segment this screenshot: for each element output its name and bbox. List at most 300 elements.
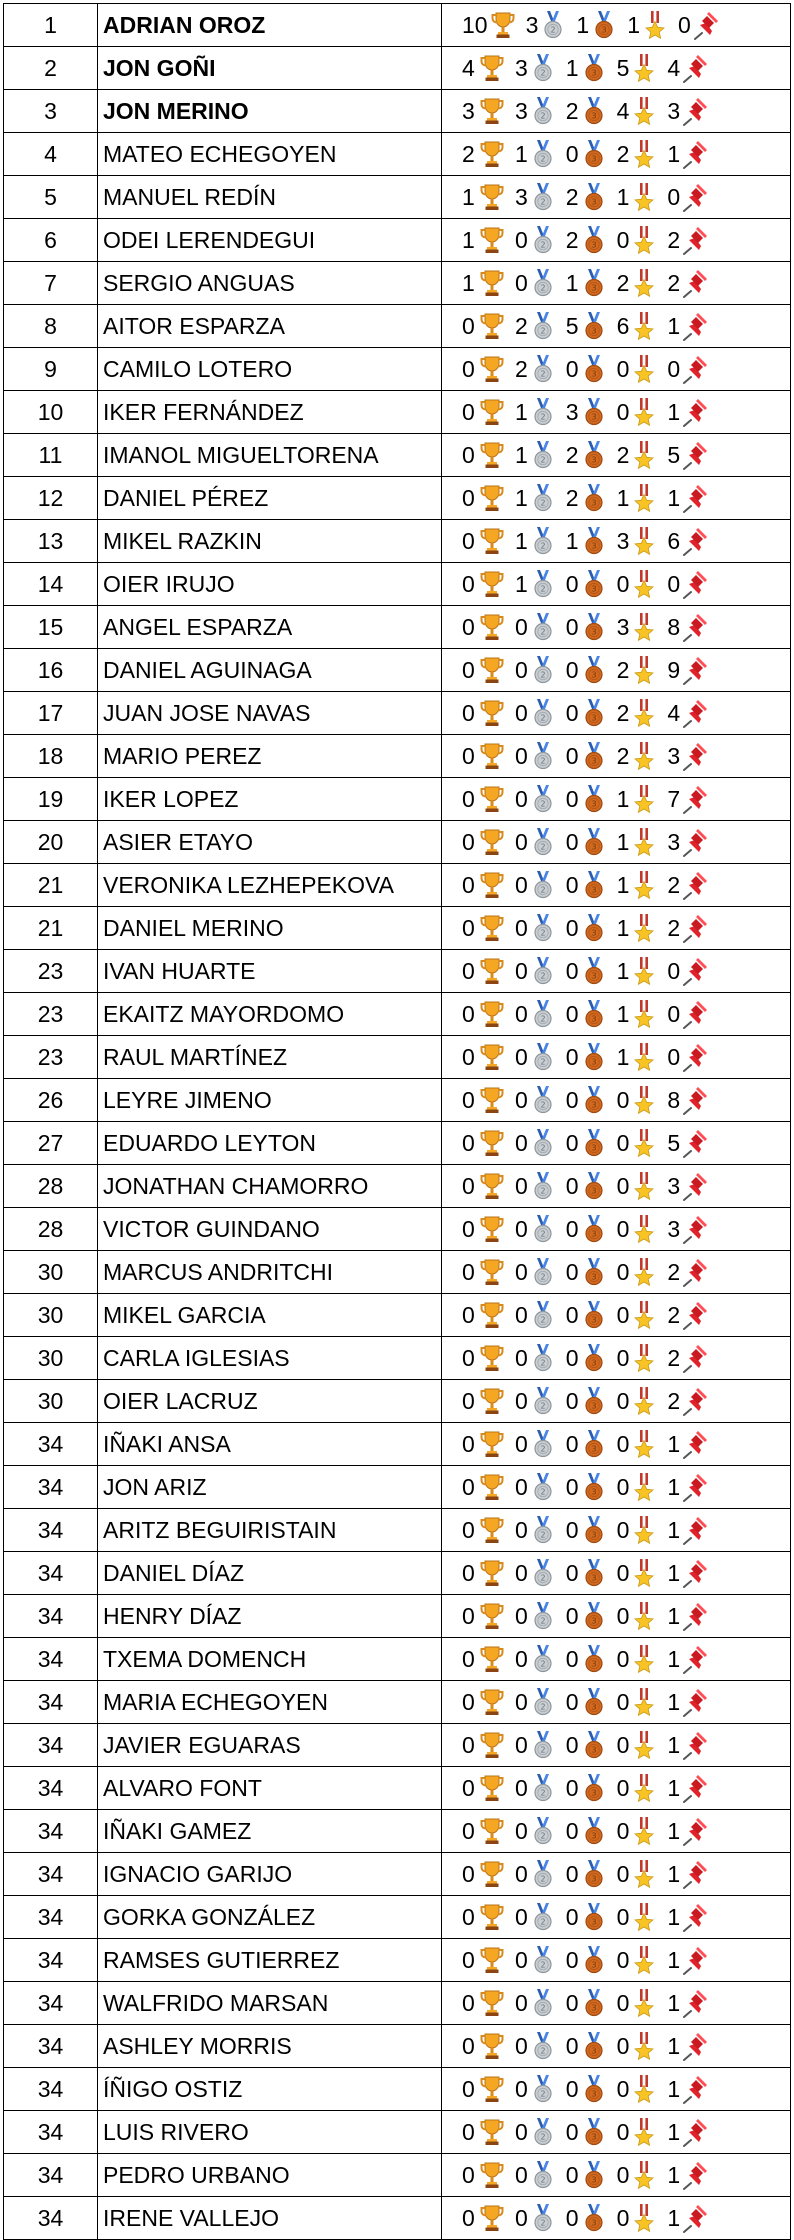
military-medal-icon: [641, 10, 669, 40]
svg-text:3: 3: [591, 1616, 597, 1626]
bronze-medal-count: [566, 698, 608, 728]
medals-cell: [442, 735, 791, 778]
silver-medal-count-value: 0: [515, 1731, 528, 1758]
trophy-icon: [478, 1085, 506, 1115]
svg-text:3: 3: [591, 154, 597, 164]
silver-medal-icon: [529, 870, 557, 900]
silver-medal-count: [515, 1601, 557, 1631]
bronze-medal-count-value: 0: [565, 699, 579, 726]
rank-cell: 28: [4, 1208, 98, 1251]
svg-text:2: 2: [540, 885, 546, 895]
medals-cell: [442, 47, 791, 90]
rank-cell: 27: [4, 1122, 98, 1165]
military-medal-count-value: 2: [616, 140, 630, 167]
silver-medal-count-value: 0: [515, 1860, 528, 1887]
svg-text:3: 3: [591, 670, 597, 680]
pushpin-count: [667, 1429, 709, 1459]
pushpin-count-value: 9: [667, 656, 681, 683]
svg-text:2: 2: [540, 111, 546, 121]
bronze-medal-count-value: 5: [565, 312, 579, 339]
bronze-medal-count-value: 0: [565, 742, 579, 769]
trophy-icon: [478, 827, 506, 857]
table-row: [4, 176, 791, 219]
bronze-medal-count-value: 0: [565, 1387, 579, 1414]
svg-text:2: 2: [550, 25, 556, 35]
military-medal-count: [617, 655, 659, 685]
silver-medal-count-value: 0: [515, 1258, 528, 1285]
svg-text:3: 3: [591, 455, 597, 465]
military-medal-count-value: 0: [616, 1688, 630, 1715]
silver-medal-icon: [529, 913, 557, 943]
table-row: [4, 950, 791, 993]
svg-text:3: 3: [591, 197, 597, 207]
silver-medal-icon: [529, 1128, 557, 1158]
rank-cell: 30: [4, 1380, 98, 1423]
pushpin-count: [667, 1472, 709, 1502]
pushpin-count-value: 0: [667, 1043, 681, 1070]
trophy-count: [462, 1300, 506, 1330]
military-medal-count-value: 0: [616, 1602, 630, 1629]
bronze-medal-count: [566, 956, 608, 986]
pushpin-count: [667, 1214, 709, 1244]
trophy-count-value: 4: [462, 54, 475, 81]
silver-medal-count-value: 0: [515, 828, 528, 855]
military-medal-count-value: 1: [616, 484, 630, 511]
player-name-cell: JUAN JOSE NAVAS: [98, 692, 442, 735]
silver-medal-icon: [529, 741, 557, 771]
trophy-count-value: 0: [462, 1473, 475, 1500]
player-name-cell: MIKEL GARCIA: [98, 1294, 442, 1337]
silver-medal-count-value: 0: [515, 914, 528, 941]
military-medal-count: [617, 1945, 659, 1975]
pushpin-count-value: 0: [667, 570, 681, 597]
medals-cell: [442, 1208, 791, 1251]
bronze-medal-count-value: 0: [565, 1516, 579, 1543]
medals-cell: [442, 2068, 791, 2111]
silver-medal-count: [515, 1042, 557, 1072]
military-medal-count-value: 0: [616, 1258, 630, 1285]
silver-medal-count-value: 3: [525, 11, 539, 38]
rank-cell: 34: [4, 1939, 98, 1982]
trophy-count: [462, 1257, 506, 1287]
pushpin-icon: [681, 569, 709, 599]
trophy-icon: [478, 1214, 506, 1244]
pushpin-icon: [681, 440, 709, 470]
player-name-cell: MANUEL REDÍN: [98, 176, 442, 219]
bronze-medal-count: [566, 1042, 608, 1072]
military-medal-count: [617, 526, 659, 556]
medals-cell: [442, 1595, 791, 1638]
trophy-count-value: 1: [462, 226, 475, 253]
pushpin-icon: [681, 1687, 709, 1717]
military-medal-count: [617, 741, 659, 771]
silver-medal-count-value: 0: [515, 742, 528, 769]
trophy-count-value: 0: [462, 2204, 475, 2231]
bronze-medal-count-value: 1: [565, 269, 579, 296]
pushpin-count: [667, 999, 709, 1029]
trophy-count-value: 0: [462, 312, 475, 339]
pushpin-count-value: 2: [667, 226, 681, 253]
trophy-count: [462, 1730, 506, 1760]
medals-cell: [442, 1853, 791, 1896]
trophy-icon: [478, 1042, 506, 1072]
svg-text:2: 2: [540, 1272, 546, 1282]
military-medal-count-value: 3: [616, 613, 630, 640]
player-name-cell: IVAN HUARTE: [98, 950, 442, 993]
rank-cell: 34: [4, 1552, 98, 1595]
military-medal-count-value: 1: [627, 11, 640, 38]
military-medal-icon: [630, 1687, 658, 1717]
trophy-count-value: 0: [462, 914, 475, 941]
pushpin-icon: [681, 1601, 709, 1631]
pushpin-count-value: 3: [667, 742, 681, 769]
pushpin-icon: [681, 268, 709, 298]
pushpin-icon: [681, 1214, 709, 1244]
trophy-icon: [478, 1859, 506, 1889]
military-medal-count: [617, 1300, 659, 1330]
military-medal-icon: [630, 1300, 658, 1330]
military-medal-icon: [630, 2117, 658, 2147]
trophy-icon: [478, 1472, 506, 1502]
player-name-cell: OIER IRUJO: [98, 563, 442, 606]
trophy-icon: [478, 1515, 506, 1545]
bronze-medal-count: [566, 268, 608, 298]
silver-medal-icon: [529, 483, 557, 513]
pushpin-count: [667, 1085, 709, 1115]
silver-medal-count-value: 0: [515, 1215, 528, 1242]
medals-cell: [442, 2025, 791, 2068]
rank-cell: 34: [4, 2154, 98, 2197]
trophy-count: [462, 1644, 506, 1674]
player-name-cell: MIKEL RAZKIN: [98, 520, 442, 563]
pushpin-count: [667, 1988, 709, 2018]
silver-medal-icon: [529, 1558, 557, 1588]
svg-text:3: 3: [591, 2046, 597, 2056]
player-name-cell: OIER LACRUZ: [98, 1380, 442, 1423]
table-row: [4, 2025, 791, 2068]
military-medal-count: [617, 1472, 659, 1502]
trophy-icon: [478, 870, 506, 900]
military-medal-icon: [630, 225, 658, 255]
pushpin-icon: [681, 2031, 709, 2061]
bronze-medal-count: [566, 1128, 608, 1158]
military-medal-count: [617, 483, 659, 513]
bronze-medal-count: [566, 1171, 608, 1201]
silver-medal-count: [515, 354, 557, 384]
rank-cell: 34: [4, 2197, 98, 2240]
trophy-count: [462, 827, 506, 857]
silver-medal-icon: [529, 655, 557, 685]
silver-medal-count: [515, 1171, 557, 1201]
trophy-icon: [478, 1558, 506, 1588]
pushpin-count-value: 1: [667, 398, 681, 425]
silver-medal-count: [515, 1472, 557, 1502]
trophy-count-value: 1: [462, 269, 475, 296]
table-row: [4, 1380, 791, 1423]
pushpin-icon: [681, 1429, 709, 1459]
svg-text:3: 3: [591, 1186, 597, 1196]
svg-text:3: 3: [591, 68, 597, 78]
pushpin-count: [667, 440, 709, 470]
military-medal-icon: [630, 913, 658, 943]
svg-text:3: 3: [591, 799, 597, 809]
rank-cell: 34: [4, 1681, 98, 1724]
table-row: [4, 520, 791, 563]
player-name-cell: CAMILO LOTERO: [98, 348, 442, 391]
silver-medal-count: [515, 1558, 557, 1588]
silver-medal-count: [515, 612, 557, 642]
bronze-medal-count: [566, 1730, 608, 1760]
svg-text:2: 2: [540, 1788, 546, 1798]
bronze-medal-icon: [580, 96, 608, 126]
bronze-medal-count: [566, 2160, 608, 2190]
silver-medal-count-value: 0: [515, 1774, 528, 1801]
silver-medal-icon: [529, 1859, 557, 1889]
pushpin-icon: [681, 698, 709, 728]
trophy-icon: [478, 182, 506, 212]
pushpin-count: [667, 53, 709, 83]
silver-medal-count-value: 0: [515, 1344, 528, 1371]
bronze-medal-count-value: 2: [565, 183, 579, 210]
military-medal-count: [617, 1859, 659, 1889]
military-medal-icon: [630, 1128, 658, 1158]
silver-medal-count-value: 3: [515, 97, 528, 124]
bronze-medal-icon: [580, 1859, 608, 1889]
svg-text:2: 2: [540, 842, 546, 852]
military-medal-count-value: 3: [616, 527, 630, 554]
medals-cell: [442, 993, 791, 1036]
trophy-icon: [478, 354, 506, 384]
silver-medal-count-value: 1: [515, 441, 528, 468]
bronze-medal-count-value: 0: [565, 828, 579, 855]
pushpin-icon: [681, 1730, 709, 1760]
trophy-count: [462, 2074, 506, 2104]
rank-cell: 21: [4, 907, 98, 950]
military-medal-icon: [630, 999, 658, 1029]
table-row: [4, 1337, 791, 1380]
table-row: [4, 90, 791, 133]
trophy-count: [462, 53, 506, 83]
silver-medal-icon: [529, 1257, 557, 1287]
military-medal-count-value: 0: [616, 2032, 630, 2059]
medals-cell: [442, 4, 791, 47]
trophy-count: [462, 1773, 506, 1803]
military-medal-count-value: 1: [616, 1043, 630, 1070]
player-name-cell: RAMSES GUTIERREZ: [98, 1939, 442, 1982]
bronze-medal-count: [566, 440, 608, 470]
svg-text:3: 3: [591, 1788, 597, 1798]
silver-medal-count-value: 0: [515, 1387, 528, 1414]
silver-medal-count: [515, 2117, 557, 2147]
trophy-count-value: 10: [462, 11, 488, 38]
trophy-icon: [478, 397, 506, 427]
medals-cell: [442, 606, 791, 649]
bronze-medal-count: [566, 139, 608, 169]
military-medal-icon: [630, 2160, 658, 2190]
pushpin-count: [667, 139, 709, 169]
military-medal-count-value: 2: [616, 656, 630, 683]
trophy-count-value: 0: [462, 2118, 475, 2145]
military-medal-count-value: 1: [616, 828, 630, 855]
trophy-count: [462, 2117, 506, 2147]
medals-cell: [442, 90, 791, 133]
bronze-medal-count: [566, 741, 608, 771]
silver-medal-icon: [529, 1988, 557, 2018]
bronze-medal-count: [566, 1085, 608, 1115]
silver-medal-count: [515, 526, 557, 556]
pushpin-count: [667, 1902, 709, 1932]
svg-text:3: 3: [591, 1917, 597, 1927]
table-row: [4, 1638, 791, 1681]
silver-medal-count: [515, 1214, 557, 1244]
svg-text:3: 3: [591, 1272, 597, 1282]
bronze-medal-count: [566, 1386, 608, 1416]
svg-text:2: 2: [540, 1186, 546, 1196]
bronze-medal-count-value: 0: [565, 1000, 579, 1027]
medals-cell: [442, 2111, 791, 2154]
svg-text:3: 3: [591, 713, 597, 723]
player-name-cell: IÑAKI GAMEZ: [98, 1810, 442, 1853]
military-medal-icon: [630, 526, 658, 556]
pushpin-count: [667, 2117, 709, 2147]
player-name-cell: DANIEL MERINO: [98, 907, 442, 950]
rank-cell: 34: [4, 1767, 98, 1810]
bronze-medal-count-value: 0: [565, 140, 579, 167]
svg-text:3: 3: [591, 2218, 597, 2228]
bronze-medal-count-value: 0: [565, 1860, 579, 1887]
bronze-medal-count: [566, 1687, 608, 1717]
military-medal-count: [617, 698, 659, 728]
silver-medal-count: [515, 1257, 557, 1287]
trophy-count-value: 0: [462, 1903, 475, 1930]
rank-cell: 12: [4, 477, 98, 520]
svg-text:2: 2: [540, 1659, 546, 1669]
pushpin-icon: [681, 1472, 709, 1502]
rank-cell: 5: [4, 176, 98, 219]
silver-medal-count: [515, 2074, 557, 2104]
bronze-medal-count-value: 0: [565, 656, 579, 683]
svg-text:3: 3: [591, 1229, 597, 1239]
pushpin-icon: [681, 612, 709, 642]
silver-medal-count-value: 0: [515, 957, 528, 984]
svg-text:2: 2: [540, 541, 546, 551]
trophy-count: [462, 354, 506, 384]
medals-cell: [442, 1810, 791, 1853]
svg-text:2: 2: [540, 928, 546, 938]
bronze-medal-count-value: 0: [565, 2161, 579, 2188]
rank-cell: 34: [4, 1896, 98, 1939]
bronze-medal-icon: [580, 2117, 608, 2147]
table-row: [4, 47, 791, 90]
rank-cell: 11: [4, 434, 98, 477]
trophy-count-value: 0: [462, 1430, 475, 1457]
military-medal-count-value: 0: [616, 1344, 630, 1371]
silver-medal-count: [515, 827, 557, 857]
pushpin-icon: [681, 1644, 709, 1674]
table-row: [4, 649, 791, 692]
pushpin-count-value: 8: [667, 613, 681, 640]
pushpin-count: [667, 354, 709, 384]
trophy-count-value: 0: [462, 1301, 475, 1328]
svg-text:3: 3: [591, 2175, 597, 2185]
svg-text:3: 3: [591, 1702, 597, 1712]
military-medal-icon: [630, 1214, 658, 1244]
bronze-medal-count-value: 0: [565, 1172, 579, 1199]
trophy-count: [462, 1902, 506, 1932]
svg-text:3: 3: [591, 1014, 597, 1024]
svg-text:2: 2: [540, 2175, 546, 2185]
svg-text:2: 2: [540, 1401, 546, 1411]
military-medal-icon: [630, 1773, 658, 1803]
medals-cell: [442, 1466, 791, 1509]
svg-text:2: 2: [540, 1831, 546, 1841]
svg-text:2: 2: [540, 1014, 546, 1024]
pushpin-count-value: 1: [667, 1516, 681, 1543]
table-row: [4, 2197, 791, 2240]
svg-text:3: 3: [591, 842, 597, 852]
pushpin-count: [667, 268, 709, 298]
bronze-medal-count-value: 1: [565, 54, 579, 81]
pushpin-count: [667, 2031, 709, 2061]
trophy-icon: [478, 2074, 506, 2104]
military-medal-count: [617, 1773, 659, 1803]
pushpin-count-value: 7: [667, 785, 681, 812]
silver-medal-count-value: 0: [515, 2161, 528, 2188]
bronze-medal-count: [566, 1601, 608, 1631]
pushpin-count: [667, 2074, 709, 2104]
bronze-medal-icon: [580, 182, 608, 212]
medals-cell: [442, 1337, 791, 1380]
player-name-cell: DANIEL DÍAZ: [98, 1552, 442, 1595]
pushpin-icon: [681, 139, 709, 169]
pushpin-count-value: 0: [667, 1000, 681, 1027]
rank-cell: 34: [4, 2111, 98, 2154]
pushpin-icon: [681, 1300, 709, 1330]
trophy-count: [462, 1042, 506, 1072]
ranking-body: [4, 4, 791, 2240]
rank-cell: 34: [4, 1509, 98, 1552]
military-medal-count: [617, 569, 659, 599]
silver-medal-count-value: 0: [515, 1817, 528, 1844]
svg-text:3: 3: [591, 283, 597, 293]
military-medal-count-value: 0: [616, 1473, 630, 1500]
bronze-medal-icon: [580, 1171, 608, 1201]
trophy-count-value: 0: [462, 2161, 475, 2188]
pushpin-icon: [681, 1343, 709, 1373]
trophy-count-value: 0: [462, 1387, 475, 1414]
table-row: [4, 563, 791, 606]
pushpin-count-value: 1: [667, 1559, 681, 1586]
medals-cell: [442, 477, 791, 520]
rank-cell: 2: [4, 47, 98, 90]
trophy-icon: [478, 139, 506, 169]
silver-medal-icon: [529, 2203, 557, 2233]
medals-cell: [442, 1681, 791, 1724]
trophy-count-value: 0: [462, 613, 475, 640]
pushpin-icon: [681, 655, 709, 685]
military-medal-count-value: 0: [616, 1215, 630, 1242]
silver-medal-count: [515, 1730, 557, 1760]
military-medal-count: [617, 870, 659, 900]
military-medal-count: [617, 1214, 659, 1244]
pushpin-icon: [681, 354, 709, 384]
military-medal-icon: [630, 1859, 658, 1889]
medals-cell: [442, 649, 791, 692]
military-medal-count: [617, 96, 659, 126]
svg-text:2: 2: [540, 2089, 546, 2099]
svg-text:2: 2: [540, 1315, 546, 1325]
bronze-medal-count: [566, 999, 608, 1029]
